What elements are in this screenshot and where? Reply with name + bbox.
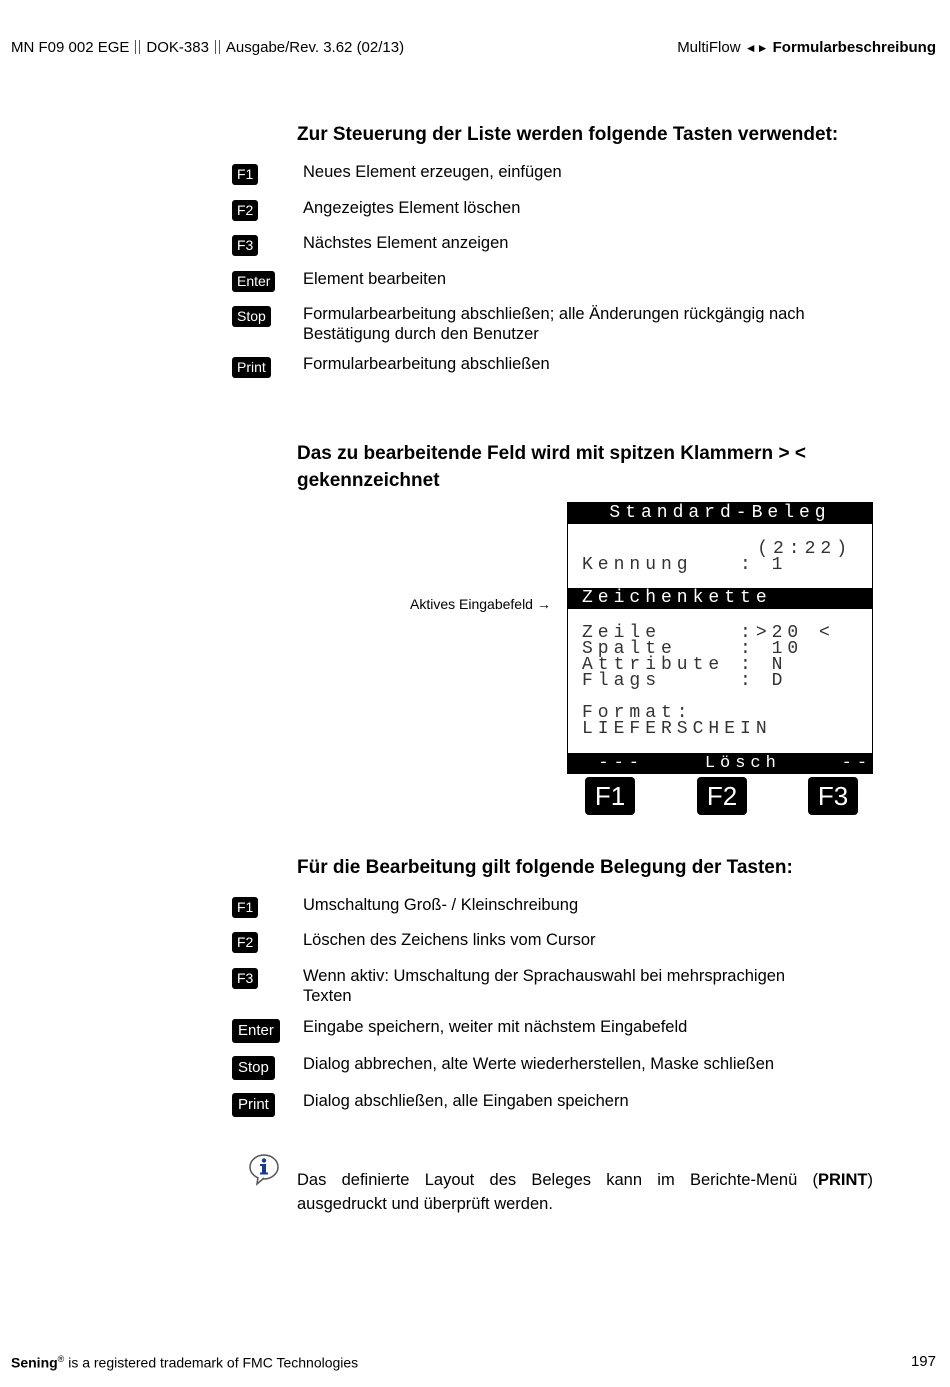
lcd-attribute: Attribute : N (582, 655, 788, 675)
key-f2: F2 (232, 200, 258, 221)
list-item: Angezeigtes Element löschen (303, 199, 521, 217)
note-text: Das definierte Layout des Beleges kann im Berichte-Menü ( (297, 1171, 818, 1189)
note-line-2: ausgedruckt und überprüft werden. (297, 1195, 553, 1213)
lcd-title-bar: Standard-Beleg (568, 503, 872, 524)
registered-mark: ® (57, 1354, 65, 1364)
info-icon (248, 1152, 280, 1186)
dok-number: DOK-383 (146, 39, 209, 56)
lcd-flags: Flags : D (582, 671, 788, 691)
list-item: Löschen des Zeichens links vom Cursor (303, 931, 596, 949)
key-enter: Enter (232, 1019, 280, 1043)
active-field-label: Aktives Eingabefeld → (410, 596, 551, 612)
section3-title: Für die Bearbeitung gilt folgende Belegung der Tasten: (297, 857, 793, 878)
footer-trademark (11, 1354, 358, 1371)
separator (215, 40, 220, 54)
lcd-active-field-bar: Zeichenkette (568, 588, 872, 609)
lcd-kennung: Kennung : 1 (582, 555, 788, 575)
f3-button[interactable]: F3 (808, 777, 858, 815)
f1-button[interactable]: F1 (585, 777, 635, 815)
trademark-text: is a registered trademark of FMC Technologies (64, 1354, 359, 1371)
key-print: Print (232, 1093, 275, 1117)
header-right (677, 39, 936, 56)
lcd-counter: (2:22) (757, 539, 852, 559)
arrows-icon: ◄► (744, 41, 769, 55)
list-item: Dialog abschließen, alle Eingaben speichern (303, 1092, 629, 1110)
list-item: Dialog abbrechen, alte Werte wiederherstellen, Maske schließen (303, 1055, 775, 1073)
section-name: Formularbeschreibung (772, 39, 936, 56)
key-f2: F2 (232, 932, 258, 953)
f2-button[interactable]: F2 (697, 777, 747, 815)
lcd-format-value: LIEFERSCHEIN (582, 719, 772, 739)
lcd-softkey-bar: --- Lösch --- (568, 754, 888, 773)
key-enter: Enter (232, 271, 275, 292)
note-print-label: PRINT (818, 1171, 868, 1189)
list-item: Element bearbeiten (303, 270, 447, 288)
list-item: Wenn aktiv: Umschaltung der Sprachauswahl bei mehrsprachigen Texten (303, 967, 786, 1005)
key-f3: F3 (232, 968, 258, 989)
list-item: Neues Element erzeugen, einfügen (303, 163, 562, 181)
page-number: 197 (910, 1353, 936, 1370)
product-name: MultiFlow (677, 39, 741, 56)
list-item: Formularbearbeitung abschließen (303, 355, 550, 373)
key-stop: Stop (232, 1056, 275, 1080)
revision: Ausgabe/Rev. 3.62 (02/13) (225, 39, 405, 56)
list-item: Nächstes Element anzeigen (303, 234, 509, 252)
key-f1: F1 (232, 897, 258, 918)
doc-id: MN F09 002 EGE (11, 39, 130, 56)
lcd-display (567, 502, 888, 774)
list-item: Umschaltung Groß- / Kleinschreibung (303, 896, 579, 914)
note-line-1 (297, 1168, 873, 1192)
header-left (11, 39, 404, 56)
section2-title: Das zu bearbeitende Feld wird mit spitzen Klammern > < gekennzeichnet (297, 443, 806, 491)
lcd-zeile: Zeile :>20 < (582, 623, 835, 643)
list-item: Eingabe speichern, weiter mit nächstem Eingabefeld (303, 1018, 688, 1036)
key-print: Print (232, 357, 271, 378)
info-note (297, 1168, 873, 1216)
lcd-format-label: Format: (582, 703, 693, 723)
list-item: Formularbearbeitung abschließen; alle Änderungen rückgängig nach Bestätigung durch den Benutzer (303, 305, 805, 343)
separator (135, 40, 140, 54)
section1-title: Zur Steuerung der Liste werden folgende Tasten verwendet: (297, 124, 839, 145)
brand-name: Sening (11, 1354, 58, 1371)
lcd-spalte: Spalte : 10 (582, 639, 804, 659)
key-f3: F3 (232, 235, 258, 256)
key-f1: F1 (232, 164, 258, 185)
note-text: ) (867, 1171, 873, 1189)
key-stop: Stop (232, 306, 271, 327)
